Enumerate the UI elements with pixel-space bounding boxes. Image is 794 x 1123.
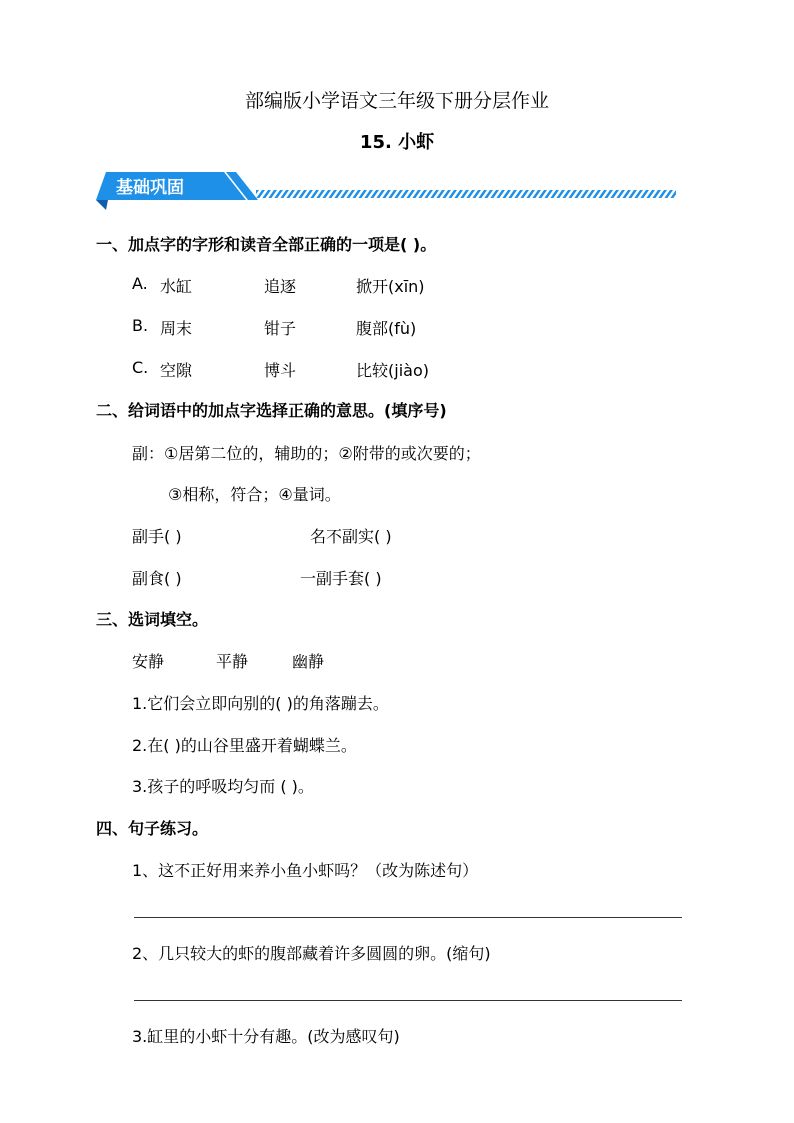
q3-sentence: 1.它们会立即向别的( )的角落蹦去。 xyxy=(132,694,389,713)
q2-definition: 副：①居第二位的，辅助的；②附带的或次要的； xyxy=(132,444,481,463)
q1-option-letter: C. xyxy=(132,358,149,377)
q1-option-word: 追逐 xyxy=(264,277,297,296)
q4-heading: 四、句子练习。 xyxy=(96,819,209,838)
q1-option-word: 掀开(xīn) xyxy=(356,277,425,296)
q4-item: 3.缸里的小虾十分有趣。(改为感叹句) xyxy=(132,1027,400,1046)
q1-option-word: 腹部(fù) xyxy=(356,319,417,338)
q2-fill-item: 副手( ) xyxy=(132,527,182,546)
q1-option-word: 周末 xyxy=(160,319,193,338)
q1-option-word: 比较(jiào) xyxy=(356,361,429,380)
q4-item: 2、几只较大的虾的腹部藏着许多圆圆的卵。(缩句) xyxy=(132,944,491,963)
section-banner xyxy=(96,170,676,214)
q3-word: 幽静 xyxy=(292,652,325,671)
answer-line[interactable] xyxy=(134,917,682,918)
q2-fill-item: 名不副实( ) xyxy=(310,527,392,546)
banner-fold xyxy=(96,200,108,210)
q3-sentence: 2.在( )的山谷里盛开着蝴蝶兰。 xyxy=(132,736,357,755)
q2-fill-item: 一副手套( ) xyxy=(300,569,382,588)
q3-word: 安静 xyxy=(132,652,165,671)
q2-definition: ③相称，符合；④量词。 xyxy=(168,485,341,504)
q2-heading: 二、给词语中的加点字选择正确的意思。(填序号) xyxy=(96,401,447,420)
q3-word: 平静 xyxy=(216,652,249,671)
q1-option-word: 水缸 xyxy=(160,277,193,296)
q1-option-letter: A. xyxy=(132,274,148,293)
q1-option-word: 博斗 xyxy=(264,361,297,380)
q1-option-word: 空隙 xyxy=(160,361,193,380)
q1-option-word: 钳子 xyxy=(264,319,297,338)
q1-heading: 一、加点字的字形和读音全部正确的一项是( )。 xyxy=(96,235,437,254)
banner-stripes xyxy=(256,190,676,198)
q1-option-letter: B. xyxy=(132,316,149,335)
q3-heading: 三、选词填空。 xyxy=(96,610,209,629)
lesson-title: 15. 小虾 xyxy=(359,132,435,153)
answer-line[interactable] xyxy=(134,1000,682,1001)
page-title: 部编版小学语文三年级下册分层作业 xyxy=(244,90,549,112)
q3-sentence: 3.孩子的呼吸均匀而 ( )。 xyxy=(132,777,314,796)
banner-label: 基础巩固 xyxy=(116,178,184,198)
q4-item: 1、这不正好用来养小鱼小虾吗？（改为陈述句） xyxy=(132,861,479,880)
q2-fill-item: 副食( ) xyxy=(132,569,182,588)
